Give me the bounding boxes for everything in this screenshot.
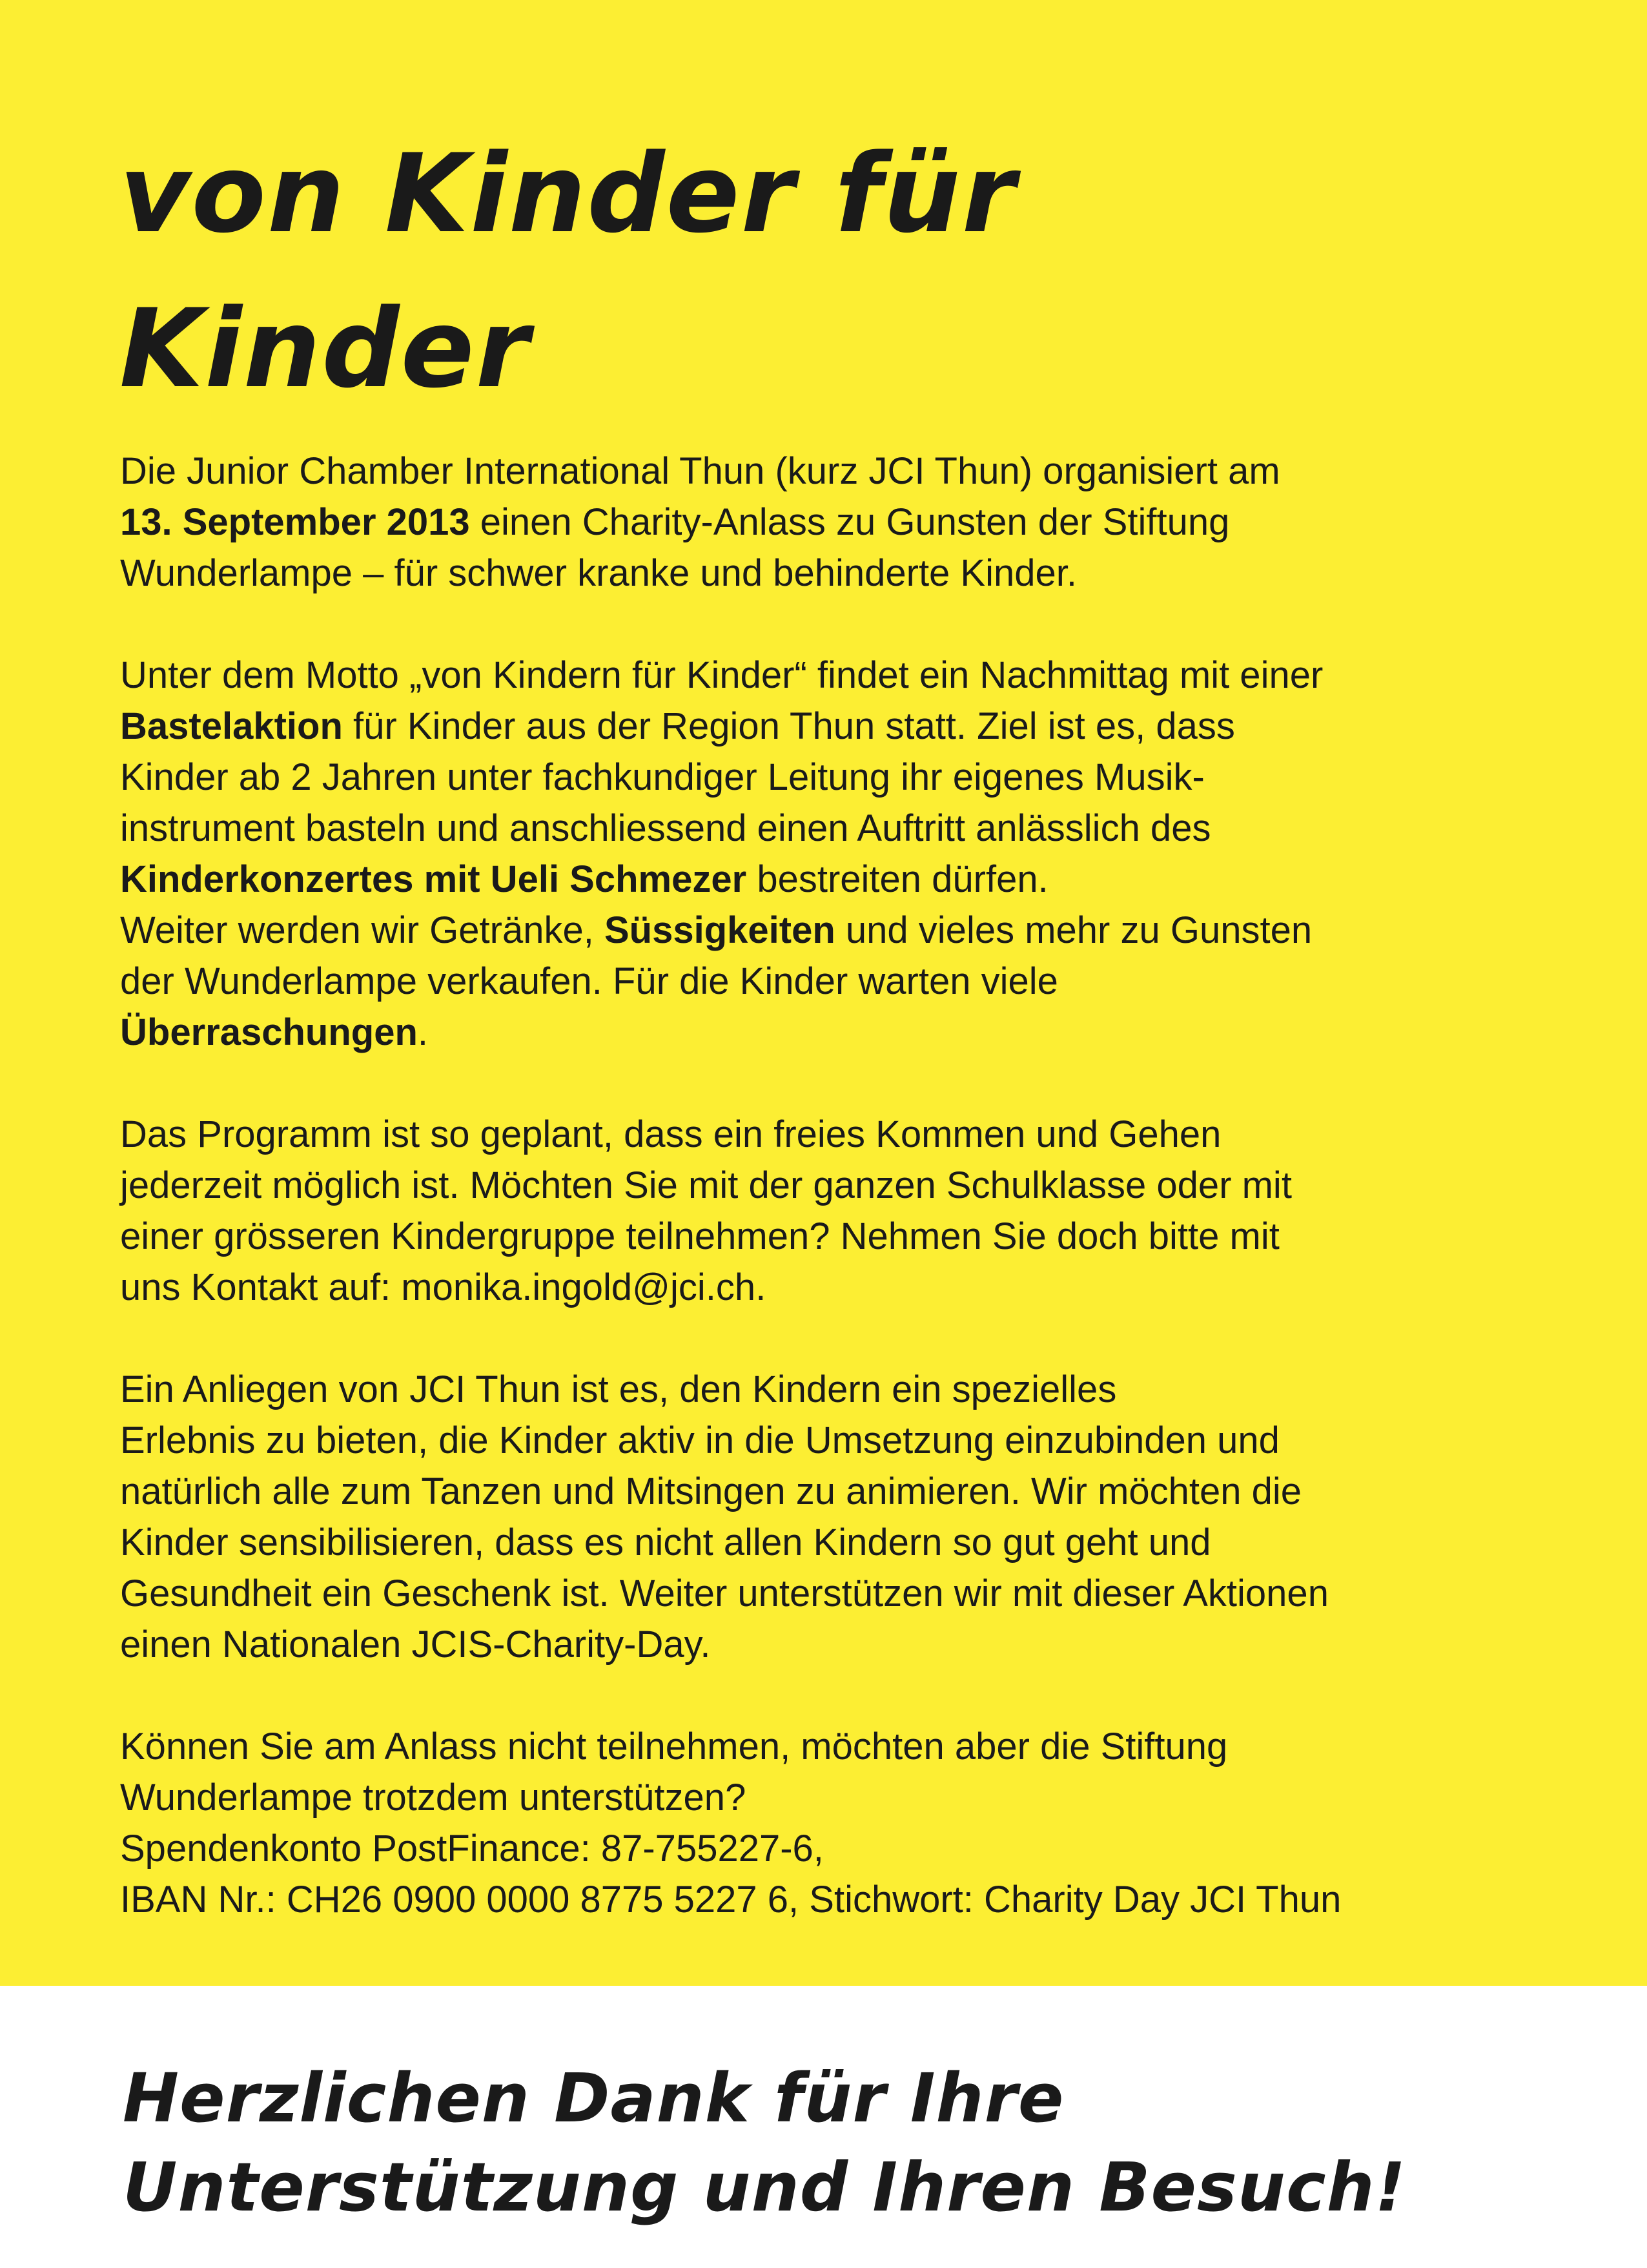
text-line: Gesundheit ein Geschenk ist. Weiter unterstützen wir mit dieser Aktionen [120, 1572, 1329, 1614]
paragraph-mission [120, 1364, 1579, 1670]
text-line [120, 905, 1579, 956]
text-line: Können Sie am Anlass nicht teilnehmen, möchten aber die Stiftung [120, 1726, 1228, 1768]
highlight-bastelaktion: Bastelaktion [120, 705, 343, 747]
text-fragment: bestreiten dürfen. [746, 858, 1049, 900]
paragraph-program [120, 650, 1579, 1058]
text-line: der Wunderlampe verkaufen. Für die Kinder warten viele [120, 960, 1058, 1002]
text-line: uns Kontakt auf: monika.ingold@jci.ch. [120, 1266, 766, 1308]
donation-account: Spendenkonto PostFinance: 87-755227-6, [120, 1828, 824, 1870]
highlight-ueberraschungen: Überraschungen [120, 1011, 418, 1053]
text-fragment: und vieles mehr zu Gunsten [835, 909, 1313, 951]
text-line [120, 497, 1579, 548]
paragraph-intro [120, 446, 1579, 599]
text-line: instrument basteln und anschliessend einen Auftritt anlässlich des [120, 807, 1211, 849]
body-text [120, 446, 1579, 1925]
text-fragment: . [417, 1011, 429, 1053]
text-line: Ein Anliegen von JCI Thun ist es, den Kindern ein spezielles [120, 1368, 1117, 1410]
headline [119, 116, 1540, 426]
thank-you-message [123, 2054, 1543, 2232]
text-fragment: für Kinder aus der Region Thun statt. Ziel ist es, dass [342, 705, 1235, 747]
text-line: Das Programm ist so geplant, dass ein freies Kommen und Gehen [120, 1113, 1222, 1155]
text-line: Die Junior Chamber International Thun (kurz JCI Thun) organisiert am [120, 450, 1280, 492]
text-line [120, 701, 1579, 752]
highlight-kinderkonzert: Kinderkonzertes mit Ueli Schmezer [120, 858, 747, 900]
text-line: einer grösseren Kindergruppe teilnehmen? Nehmen Sie doch bitte mit [120, 1215, 1280, 1257]
text-line: einen Nationalen JCIS-Charity-Day. [120, 1624, 711, 1665]
text-line: Unter dem Motto „von Kindern für Kinder“ findet ein Nachmittag mit einer [120, 654, 1324, 696]
paragraph-donation [120, 1721, 1579, 1925]
text-fragment: Weiter werden wir Getränke, [120, 909, 604, 951]
text-line [120, 854, 1579, 905]
headline-line-1: von Kinder für [119, 130, 1017, 257]
event-date: 13. September 2013 [120, 501, 470, 543]
headline-line-2: Kinder [119, 285, 531, 412]
text-line: Wunderlampe trotzdem unterstützen? [120, 1777, 746, 1819]
text-line: Erlebnis zu bieten, die Kinder aktiv in die Umsetzung einzubinden und [120, 1419, 1280, 1461]
text-fragment: einen Charity-Anlass zu Gunsten der Stiftung [469, 501, 1230, 543]
thank-you-line-2: Unterstützung und Ihren Besuch! [123, 2148, 1407, 2227]
thank-you-line-1: Herzlichen Dank für Ihre [123, 2059, 1065, 2138]
highlight-suessigkeiten: Süssigkeiten [604, 909, 835, 951]
donation-iban: IBAN Nr.: CH26 0900 0000 8775 5227 6, Stichwort: Charity Day JCI Thun [120, 1879, 1342, 1921]
text-line: jederzeit möglich ist. Möchten Sie mit der ganzen Schulklasse oder mit [120, 1164, 1292, 1206]
text-line [120, 1007, 1579, 1058]
text-line: Wunderlampe – für schwer kranke und behinderte Kinder. [120, 552, 1078, 594]
text-line: natürlich alle zum Tanzen und Mitsingen zu animieren. Wir möchten die [120, 1470, 1302, 1512]
text-line: Kinder sensibilisieren, dass es nicht allen Kindern so gut geht und [120, 1521, 1211, 1563]
text-line: Kinder ab 2 Jahren unter fachkundiger Leitung ihr eigenes Musik- [120, 756, 1205, 798]
paragraph-schedule [120, 1109, 1579, 1313]
